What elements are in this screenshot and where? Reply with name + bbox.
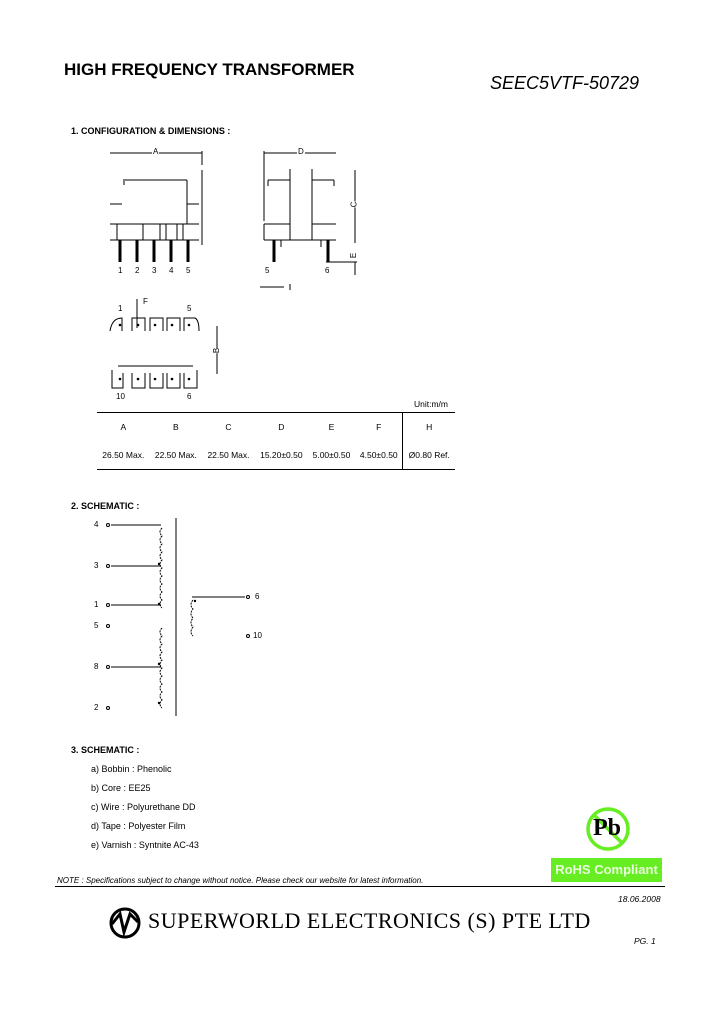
table-header: D (278, 422, 285, 432)
table-header: B (173, 422, 179, 432)
pin-label: 1 (118, 266, 123, 275)
table-header: F (376, 422, 382, 432)
front-view-drawing (110, 151, 202, 245)
pin-label: 5 (186, 266, 191, 275)
dim-label-a: A (153, 147, 159, 156)
table-cell: Ø0.80 Ref. (403, 441, 455, 470)
table-row (97, 441, 455, 470)
pb-text: Pb (593, 815, 622, 841)
table-cell: 26.50 Max. (102, 450, 145, 460)
table-cell: 5.00±0.50 (312, 450, 351, 460)
dim-label-d: D (298, 147, 304, 156)
pin-label: 3 (152, 266, 157, 275)
table-header: H (403, 413, 455, 442)
pin-label: 1 (118, 304, 123, 313)
table-header: C (225, 422, 232, 432)
schematic-pin-label: 4 (94, 520, 99, 529)
footer-divider (55, 886, 665, 887)
pin-label: 5 (187, 304, 192, 313)
side-view-drawing (260, 151, 357, 290)
section-2-heading: 2. SCHEMATIC : (71, 501, 140, 511)
table-cell: 22.50 Max. (154, 450, 197, 460)
material-item: d) Tape : Polyester Film (91, 821, 186, 831)
schematic-drawing (107, 518, 250, 716)
pin-label: 6 (325, 266, 330, 275)
section-3-heading: 3. SCHEMATIC : (71, 745, 140, 755)
footer-note: NOTE : Specifications subject to change without notice. Please check our website for latest information. (57, 876, 424, 885)
dim-label-f: F (143, 297, 148, 306)
unit-label: Unit:m/m (414, 399, 448, 409)
bottom-view-drawing (110, 299, 217, 388)
schematic-pin-label: 3 (94, 561, 99, 570)
material-item: c) Wire : Polyurethane DD (91, 802, 196, 812)
rohs-compliant-badge: RoHS Compliant (551, 858, 662, 882)
section-1-heading: 1. CONFIGURATION & DIMENSIONS : (71, 126, 231, 136)
part-number: SEEC5VTF-50729 (490, 73, 640, 93)
schematic-pin-label: 10 (253, 631, 262, 640)
material-item: a) Bobbin : Phenolic (91, 764, 172, 774)
pin-label: 10 (116, 392, 125, 401)
table-header: A (120, 422, 127, 432)
schematic-pin-label: 6 (255, 592, 260, 601)
company-logo (111, 909, 139, 937)
pin-label: 6 (187, 392, 192, 401)
dim-label-b: B (212, 347, 222, 354)
document-date: 18.06.2008 (618, 894, 661, 904)
dim-label-c: C (349, 201, 359, 208)
table-header: E (328, 422, 335, 432)
pin-label: 2 (135, 266, 140, 275)
schematic-pin-label: 2 (94, 703, 99, 712)
table-header-row (97, 413, 455, 442)
table-cell: 22.50 Max. (207, 450, 250, 460)
schematic-pin-label: 8 (94, 662, 99, 671)
material-item: b) Core : EE25 (91, 783, 151, 793)
company-name: SUPERWORLD ELECTRONICS (S) PTE LTD (148, 908, 591, 933)
schematic-pin-label: 5 (94, 621, 99, 630)
table-cell: 4.50±0.50 (359, 450, 398, 460)
document-title: HIGH FREQUENCY TRANSFORMER (64, 60, 355, 79)
pin-label: 4 (169, 266, 174, 275)
dimensions-table (97, 412, 455, 470)
table-cell: 15.20±0.50 (260, 450, 303, 460)
pin-label: 5 (265, 266, 270, 275)
material-item: e) Varnish : Syntnite AC-43 (91, 840, 199, 850)
page-number: PG. 1 (634, 936, 656, 946)
schematic-pin-label: 1 (94, 600, 99, 609)
dim-label-e: E (349, 252, 359, 259)
